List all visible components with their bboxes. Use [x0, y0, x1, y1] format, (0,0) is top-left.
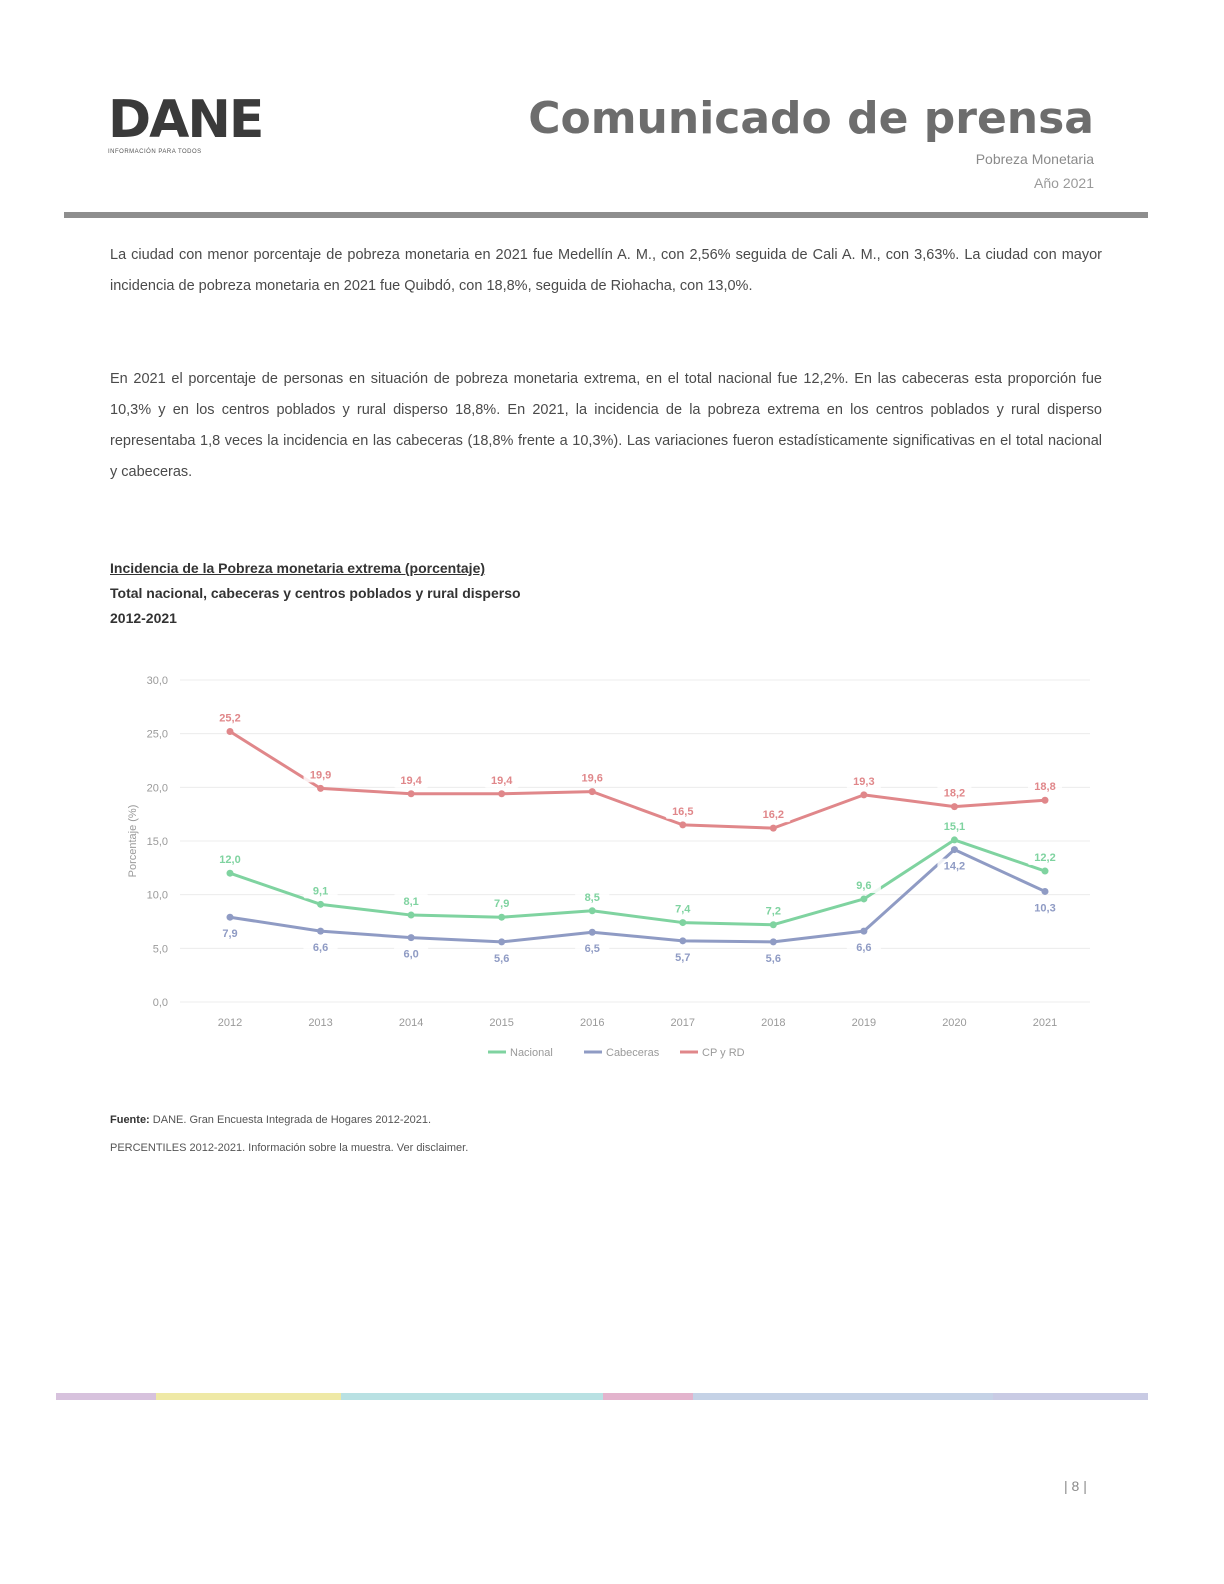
data-point — [408, 912, 415, 919]
source-line — [110, 1106, 468, 1134]
data-point — [589, 788, 596, 795]
color-bar-segment — [993, 1393, 1148, 1400]
series-line — [230, 850, 1045, 942]
data-point — [951, 836, 958, 843]
x-tick-label: 2018 — [761, 1017, 786, 1029]
legend-label: Cabeceras — [606, 1047, 660, 1059]
series-line — [230, 732, 1045, 829]
body-paragraph-1: La ciudad con menor porcentaje de pobreza monetaria en 2021 fue Medellín A. M., con 2,56% seguida de Cali A. M., con 3,63%. La ciudad con mayor incidencia de pobreza monetaria en 2021 fue Quibdó, con 18,8%, seguida de Riohacha, con 13,0%. — [110, 247, 1102, 294]
data-label: 9,6 — [856, 879, 872, 892]
data-label: 18,2 — [943, 787, 966, 800]
data-label: 14,2 — [943, 860, 966, 873]
data-label: 6,6 — [856, 942, 872, 955]
y-tick-label: 0,0 — [152, 997, 168, 1009]
x-tick-label: 2013 — [308, 1017, 333, 1029]
figure-note: PERCENTILES 2012-2021. Información sobre la muestra. Ver disclaimer. — [110, 1142, 469, 1154]
logo-subtitle: INFORMACIÓN PARA TODOS — [108, 149, 202, 155]
data-label: 5,7 — [675, 951, 691, 964]
page-number: | 8 | — [1064, 1478, 1087, 1494]
data-point — [317, 901, 324, 908]
data-label: 19,4 — [490, 774, 513, 787]
data-point — [860, 895, 867, 902]
data-label: 6,0 — [403, 948, 419, 961]
data-label: 19,3 — [853, 775, 875, 788]
y-tick-label: 10,0 — [146, 889, 168, 902]
data-point — [227, 914, 234, 921]
data-label: 9,1 — [312, 885, 329, 898]
data-point — [770, 825, 777, 832]
data-point — [860, 791, 867, 798]
data-label: 19,9 — [309, 769, 332, 782]
data-point — [860, 928, 867, 935]
data-label: 5,6 — [765, 952, 781, 965]
data-label: 15,1 — [943, 820, 966, 833]
y-tick-label: 5,0 — [152, 943, 168, 956]
press-release-date: Año 2021 — [1034, 175, 1094, 191]
data-point — [498, 914, 505, 921]
line-chart-svg — [110, 660, 1110, 1080]
data-point — [770, 921, 777, 928]
logo-text: DANE — [108, 90, 263, 150]
press-release-subtitle: Pobreza Monetaria — [975, 151, 1094, 167]
figure-period: 2012-2021 — [110, 610, 177, 626]
body-paragraph-2: En 2021 el porcentaje de personas en situación de pobreza monetaria extrema, en el total nacional fue 12,2%. En las cabeceras esta proporción fue 10,3% y en los centros poblados y rural disperso 18,8%. En 2021, la incidencia de la pobreza extrema en los centros poblados y rural disperso representaba 1,8 veces la incidencia en las cabeceras (18,8% frente a 10,3%). Las variaciones fueron estadísticamente significativas en el total nacional y cabeceras. — [110, 371, 1102, 480]
figure-footnotes — [110, 1106, 468, 1162]
data-label: 7,9 — [494, 898, 510, 911]
x-tick-label: 2021 — [1032, 1017, 1058, 1029]
data-point — [227, 728, 234, 735]
data-point — [498, 938, 505, 945]
color-bar-segment — [341, 1393, 603, 1400]
x-tick-label: 2012 — [217, 1017, 243, 1029]
data-point — [951, 846, 958, 853]
data-point — [1042, 888, 1049, 895]
x-tick-label: 2016 — [579, 1017, 605, 1029]
data-point — [589, 907, 596, 914]
data-label: 7,2 — [765, 905, 781, 918]
data-label: 25,2 — [219, 712, 241, 725]
data-point — [679, 919, 686, 926]
data-label: 19,6 — [581, 772, 603, 785]
data-label: 10,3 — [1034, 902, 1056, 915]
data-label: 12,2 — [1034, 852, 1056, 865]
x-tick-label: 2020 — [942, 1017, 967, 1029]
data-point — [1042, 868, 1049, 875]
legend-label: CP y RD — [702, 1047, 745, 1059]
header-divider — [64, 212, 1148, 218]
document-header — [528, 94, 1094, 192]
data-point — [317, 785, 324, 792]
color-bar-segment — [693, 1393, 993, 1400]
data-label: 16,5 — [672, 805, 694, 818]
color-bar-segment — [56, 1393, 156, 1400]
y-tick-label: 30,0 — [146, 675, 168, 687]
press-release-title: Comunicado de prensa — [528, 93, 1094, 144]
data-label: 6,6 — [312, 942, 329, 955]
data-label: 19,4 — [400, 774, 422, 787]
data-point — [679, 937, 686, 944]
data-point — [770, 938, 777, 945]
data-label: 18,8 — [1034, 781, 1056, 794]
x-tick-label: 2019 — [851, 1017, 877, 1029]
data-label: 12,0 — [219, 854, 241, 867]
data-point — [589, 929, 596, 936]
y-tick-label: 20,0 — [146, 782, 168, 795]
data-point — [679, 821, 686, 828]
x-tick-label: 2014 — [398, 1017, 424, 1029]
data-point — [317, 928, 324, 935]
color-bar-segment — [156, 1393, 341, 1400]
data-point — [408, 934, 415, 941]
data-point — [951, 803, 958, 810]
data-label: 8,1 — [403, 896, 419, 909]
data-label: 7,4 — [675, 903, 691, 916]
source-label: Fuente: — [110, 1114, 150, 1126]
data-label: 6,5 — [584, 943, 600, 956]
y-axis-label: Porcentaje (%) — [127, 804, 139, 878]
legend-label: Nacional — [510, 1047, 553, 1059]
y-tick-label: 25,0 — [146, 728, 168, 741]
figure-caption — [110, 556, 810, 631]
source-text: DANE. Gran Encuesta Integrada de Hogares 2012-2021. — [152, 1114, 432, 1126]
x-tick-label: 2015 — [489, 1017, 514, 1029]
data-point — [227, 870, 234, 877]
color-bar-segment — [603, 1393, 693, 1400]
series-line — [230, 840, 1045, 925]
x-tick-label: 2017 — [670, 1017, 696, 1029]
line-chart — [110, 660, 1110, 1080]
data-label: 5,6 — [494, 952, 510, 965]
data-point — [498, 790, 505, 797]
figure-title: Incidencia de la Pobreza monetaria extrema (porcentaje) — [110, 560, 486, 576]
data-point — [408, 790, 415, 797]
data-label: 8,5 — [584, 891, 600, 904]
data-label: 7,9 — [222, 928, 238, 941]
dane-logo — [108, 90, 278, 158]
y-tick-label: 15,0 — [146, 836, 168, 848]
data-point — [1042, 797, 1049, 804]
figure-subtitle: Total nacional, cabeceras y centros poblados y rural disperso — [110, 585, 521, 601]
footer-color-bar — [56, 1393, 1148, 1400]
data-label: 16,2 — [762, 809, 785, 822]
